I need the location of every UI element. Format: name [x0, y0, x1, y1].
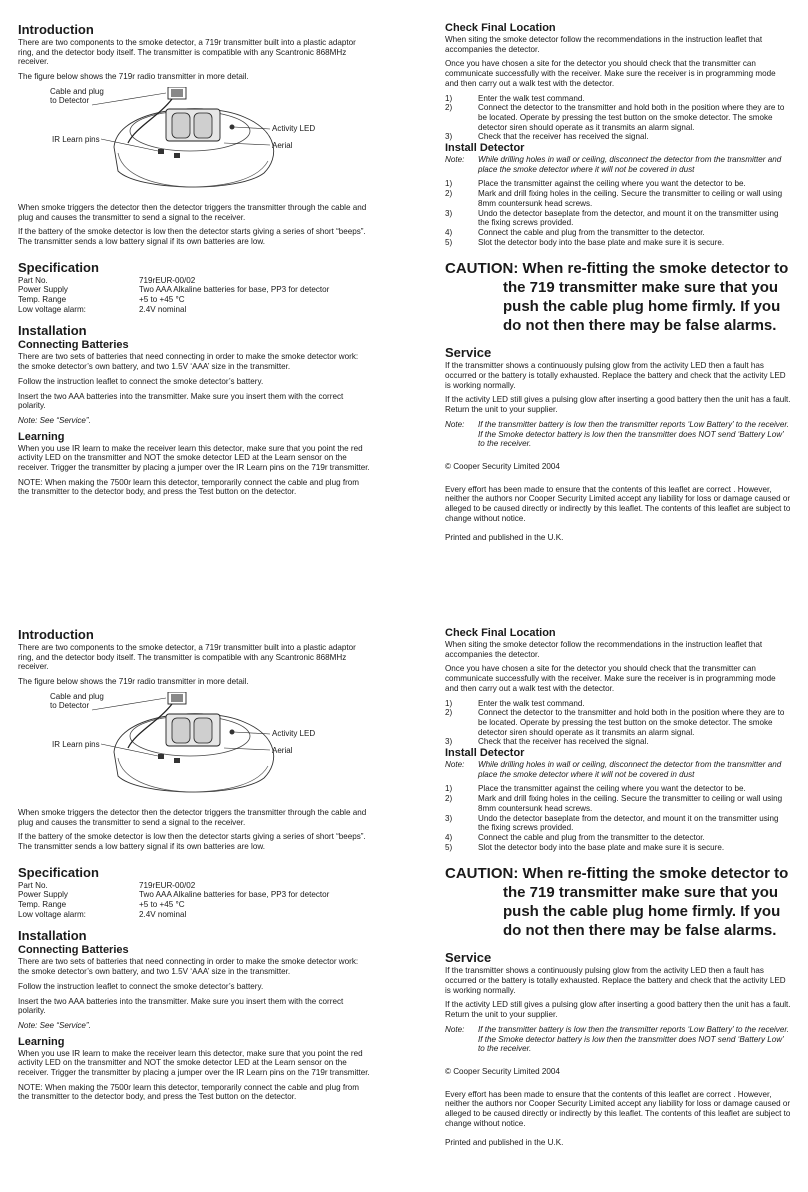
printed-line: Printed and published in the U.K. — [445, 532, 564, 542]
step-number: 5) — [445, 237, 453, 247]
spec-label: Temp. Range — [18, 295, 67, 305]
installation-heading: Installation — [18, 323, 87, 339]
service-paragraph: If the transmitter shows a continuously pulsing glow from the activity LED then a fault has occurred or the battery is totally exhausted. Replace the battery and check that the activity LED is working normally. — [445, 966, 786, 995]
check-final-location-heading: Check Final Location — [445, 22, 556, 34]
step-text: Connect the cable and plug from the transmitter to the detector. — [478, 227, 705, 237]
list-item — [445, 699, 791, 709]
step-number: 2) — [445, 103, 453, 113]
note-label: Note: — [445, 155, 465, 165]
detector-rim-shape — [118, 758, 268, 792]
batteries-paragraph: There are two sets of batteries that need connecting in order to make the smoke detector work: the smoke detector’s own battery, and two 1.5V ‘AAA’ size in the transmitter. — [18, 352, 359, 372]
spec-label: Part No. — [18, 880, 48, 890]
printed-line: Printed and published in the U.K. — [445, 1137, 564, 1147]
aerial-label: Aerial — [272, 140, 293, 150]
transmitter-figure — [18, 692, 370, 796]
aerial-label: Aerial — [272, 745, 293, 755]
spec-value: 2.4V nominal — [139, 304, 187, 314]
service-paragraph: If the activity LED still gives a pulsing glow after inserting a good battery then the unit has a fault. Return the unit to your supplier. — [445, 395, 791, 415]
aerial-leader-line — [224, 143, 270, 145]
note-label: Note: — [445, 1024, 465, 1034]
ir-pins-shape-2 — [174, 153, 180, 158]
list-item — [445, 132, 791, 142]
step-number: 1) — [445, 93, 453, 103]
step-number: 4) — [445, 832, 453, 842]
activity-led-label: Activity LED — [272, 123, 316, 133]
install-steps — [445, 784, 791, 852]
battery-2-shape — [194, 113, 212, 138]
step-text: Connect the detector to the transmitter and hold both in the position where they are to be located. Operate by pressing the test button on the smoke detector. The smoke detector siren should operate as it transmits an alarm signal. — [478, 708, 785, 737]
specification-table — [18, 881, 370, 920]
spec-value: Two AAA Alkaline batteries for base, PP3 for detector — [139, 890, 330, 900]
aerial-leader-line — [224, 748, 270, 750]
intro-paragraph: If the battery of the smoke detector is low then the detector starts giving a series of short “beeps”. The transmitter sends a low battery signal if its own batteries are low. — [18, 832, 366, 851]
caution-warning: CAUTION: When re-fitting the smoke detector to the 719 transmitter make sure that you push the cable plug home firmly. If you do not then there may be false alarms. — [445, 260, 789, 335]
note-text: If the transmitter battery is low then the transmitter reports ‘Low Battery’ to the receiver. If the Smoke detector battery is low then the transmitter does NOT send ‘Battery Low’ to the receiver. — [478, 419, 789, 449]
step-number: 1) — [445, 784, 453, 794]
step-text: Mark and drill fixing holes in the ceiling. Secure the transmitter to ceiling or wall using 8mm countersunk head screws. — [478, 189, 783, 208]
service-note — [445, 420, 791, 449]
disclaimer-paragraph: Every effort has been made to ensure that the contents of this leaflet are correct . However, neither the authors nor Cooper Security Limited accept any liability for loss or damage caused or alleged to be caused directly or indirectly by this leaflet. The contents of this leaflet are subject to change without notice. — [445, 1089, 791, 1128]
connecting-batteries-heading: Connecting Batteries — [18, 944, 129, 957]
ir-learn-pins-label: IR Learn pins — [52, 134, 100, 144]
battery-2-shape — [194, 718, 212, 743]
list-item — [445, 238, 791, 248]
list-item — [445, 209, 791, 228]
learning-note: NOTE: When making the 7500r learn this detector, temporarily connect the cable and plug from the transmitter to the detector body, and press the Test button on the detector. — [18, 477, 360, 497]
step-text: Check that the receiver has received the signal. — [478, 132, 649, 142]
battery-1-shape — [172, 718, 190, 743]
right-column — [445, 627, 791, 1152]
step-text: Slot the detector body into the base plate and make sure it is secure. — [478, 237, 725, 247]
specification-heading: Specification — [18, 259, 99, 275]
install-note — [445, 760, 791, 779]
detector-rim-shape — [118, 153, 268, 187]
spec-value: +5 to +45 °C — [139, 295, 185, 305]
intro-paragraph: There are two components to the smoke detector, a 719r transmitter built into a plastic adaptor ring, and the detector body itself. The transmitter is compatible with any Scantronic 868MHz receiver. — [18, 38, 356, 67]
walk-test-steps — [445, 699, 791, 748]
spec-label: Low voltage alarm: — [18, 304, 86, 314]
spec-label: Power Supply — [18, 285, 68, 295]
list-item — [445, 833, 791, 843]
leaflet-copy-bottom — [0, 605, 808, 1192]
disclaimer-paragraph: Every effort has been made to ensure that the contents of this leaflet are correct . However, neither the authors nor Cooper Security Limited accept any liability for loss or damage caused or alleged to be caused directly or indirectly by this leaflet. The contents of this leaflet are subject to change without notice. — [445, 484, 791, 523]
step-number: 2) — [445, 794, 453, 804]
batteries-note: Note: See “Service”. — [18, 415, 91, 425]
step-number: 3) — [445, 208, 453, 218]
right-column — [445, 22, 791, 547]
learning-note: NOTE: When making the 7500r learn this detector, temporarily connect the cable and plug from the transmitter to the detector body, and press the Test button on the detector. — [18, 1082, 360, 1102]
cable-plug-label: Cable and plug to Detector — [50, 86, 104, 105]
intro-paragraph: When smoke triggers the detector then the detector triggers the transmitter through the cable and plug and causes the transmitter to send a signal to the receiver. — [18, 202, 367, 222]
intro-figure-caption: The figure below shows the 719r radio transmitter in more detail. — [18, 72, 249, 82]
introduction-heading: Introduction — [18, 22, 94, 37]
check-final-location-heading: Check Final Location — [445, 627, 556, 639]
install-detector-heading: Install Detector — [445, 747, 525, 760]
note-text: If the transmitter battery is low then the transmitter reports ‘Low Battery’ to the receiver. If the Smoke detector battery is low then the transmitter does NOT send ‘Battery Low’ to the receiver. — [478, 1024, 789, 1054]
service-heading: Service — [445, 950, 492, 966]
list-item — [445, 814, 791, 833]
service-note — [445, 1025, 791, 1054]
spec-label: Power Supply — [18, 890, 68, 900]
led-mark — [230, 729, 235, 734]
note-text: While drilling holes in wall or ceiling, disconnect the detector from the transmitter and place the smoke detector where it will not be covered in dust — [478, 155, 782, 174]
step-text: Enter the walk test command. — [478, 93, 585, 103]
batteries-paragraph: Insert the two AAA batteries into the transmitter. Make sure you insert them with the correct polarity. — [18, 391, 344, 411]
walk-test-steps — [445, 94, 791, 143]
step-text: Slot the detector body into the base plate and make sure it is secure. — [478, 842, 725, 852]
step-number: 2) — [445, 189, 453, 199]
note-text: While drilling holes in wall or ceiling, disconnect the detector from the transmitter and place the smoke detector where it will not be covered in dust — [478, 760, 782, 779]
ir-pins-shape — [158, 149, 164, 154]
activity-led-label: Activity LED — [272, 728, 316, 738]
list-item — [445, 737, 791, 747]
batteries-paragraph: There are two sets of batteries that need connecting in order to make the smoke detector work: the smoke detector’s own battery, and two 1.5V ‘AAA’ size in the transmitter. — [18, 957, 359, 977]
service-paragraph: If the transmitter shows a continuously pulsing glow from the activity LED then a fault has occurred or the battery is totally exhausted. Replace the battery and check that the activity LED is working normally. — [445, 361, 786, 390]
step-text: Mark and drill fixing holes in the ceiling. Secure the transmitter to ceiling or wall using 8mm countersunk head screws. — [478, 794, 783, 813]
step-number: 1) — [445, 698, 453, 708]
batteries-note: Note: See “Service”. — [18, 1020, 91, 1030]
note-label: Note: — [445, 419, 465, 429]
list-item — [445, 189, 791, 208]
check-paragraph: Once you have chosen a site for the detector you should check that the transmitter can communicate successfully with the receiver. Make sure the receiver is in programming mode and then carry out a walk test with the detector. — [445, 59, 776, 88]
spec-label: Low voltage alarm: — [18, 909, 86, 919]
step-number: 2) — [445, 708, 453, 718]
ir-pins-shape — [158, 754, 164, 759]
install-detector-heading: Install Detector — [445, 142, 525, 155]
note-label: Note: — [445, 760, 465, 770]
spec-label: Temp. Range — [18, 900, 67, 910]
step-number: 3) — [445, 813, 453, 823]
cable-plug-label: Cable and plug to Detector — [50, 691, 104, 710]
spec-value: Two AAA Alkaline batteries for base, PP3 for detector — [139, 285, 330, 295]
step-number: 4) — [445, 227, 453, 237]
step-number: 3) — [445, 737, 453, 747]
check-paragraph: Once you have chosen a site for the detector you should check that the transmitter can communicate successfully with the receiver. Make sure the receiver is in programming mode and then carry out a walk test with the detector. — [445, 664, 776, 693]
batteries-paragraph: Insert the two AAA batteries into the transmitter. Make sure you insert them with the correct polarity. — [18, 996, 344, 1016]
learning-heading: Learning — [18, 1035, 65, 1048]
list-item — [445, 103, 791, 132]
intro-paragraph: When smoke triggers the detector then the detector triggers the transmitter through the cable and plug and causes the transmitter to send a signal to the receiver. — [18, 807, 367, 827]
intro-figure-caption: The figure below shows the 719r radio transmitter in more detail. — [18, 677, 249, 687]
copyright-line: © Cooper Security Limited 2004 — [445, 1066, 560, 1076]
step-text: Connect the cable and plug from the transmitter to the detector. — [478, 832, 705, 842]
installation-heading: Installation — [18, 928, 87, 944]
connecting-batteries-heading: Connecting Batteries — [18, 339, 129, 352]
intro-paragraph: If the battery of the smoke detector is low then the detector starts giving a series of short “beeps”. The transmitter sends a low battery signal if its own batteries are low. — [18, 227, 366, 246]
spec-value: 2.4V nominal — [139, 909, 187, 919]
learning-paragraph: When you use IR learn to make the receiver learn this detector, make sure that you point the red activity LED on the transmitter and NOT the smoke detector LED at the Learn sensor on the receiver. Trigger the transmitter by placing a jumper over the IR Learn pins on the 719r transmitter. — [18, 1048, 370, 1078]
step-number: 3) — [445, 132, 453, 142]
left-column — [18, 627, 370, 1107]
intro-paragraph: There are two components to the smoke detector, a 719r transmitter built into a plastic adaptor ring, and the detector body itself. The transmitter is compatible with any Scantronic 868MHz receiver. — [18, 643, 356, 672]
list-item — [445, 179, 791, 189]
ir-pins-shape-2 — [174, 758, 180, 763]
learning-paragraph: When you use IR learn to make the receiver learn this detector, make sure that you point the red activity LED on the transmitter and NOT the smoke detector LED at the Learn sensor on the receiver. Trigger the transmitter by placing a jumper over the IR Learn pins on the 719r transmitter. — [18, 443, 370, 473]
step-text: Undo the detector baseplate from the detector, and mount it on the transmitter using the fixing screws provided. — [478, 813, 779, 833]
specification-table — [18, 276, 370, 315]
spec-label: Part No. — [18, 275, 48, 285]
batteries-paragraph: Follow the instruction leaflet to connect the smoke detector’s battery. — [18, 981, 264, 991]
list-item — [445, 94, 791, 104]
plug-contacts-shape — [171, 89, 183, 97]
ir-learn-pins-label: IR Learn pins — [52, 739, 100, 749]
led-mark — [230, 124, 235, 129]
caution-warning: CAUTION: When re-fitting the smoke detector to the 719 transmitter make sure that you push the cable plug home firmly. If you do not then there may be false alarms. — [445, 865, 789, 940]
list-item — [445, 784, 791, 794]
spec-value: 719rEUR-00/02 — [139, 275, 196, 285]
spec-value: 719rEUR-00/02 — [139, 880, 196, 890]
list-item — [445, 843, 791, 853]
list-item — [445, 228, 791, 238]
step-text: Place the transmitter against the ceiling where you want the detector to be. — [478, 784, 746, 794]
check-paragraph: When siting the smoke detector follow the recommendations in the instruction leaflet that accompanies the detector. — [445, 35, 763, 54]
step-text: Check that the receiver has received the signal. — [478, 737, 649, 747]
left-column — [18, 22, 370, 502]
list-item — [445, 708, 791, 737]
install-steps — [445, 179, 791, 247]
transmitter-figure — [18, 87, 370, 191]
step-number: 5) — [445, 842, 453, 852]
led-leader-line — [234, 127, 270, 129]
plug-contacts-shape — [171, 694, 183, 702]
copyright-line: © Cooper Security Limited 2004 — [445, 461, 560, 471]
install-note — [445, 155, 791, 174]
service-heading: Service — [445, 345, 492, 361]
list-item — [445, 794, 791, 813]
step-text: Connect the detector to the transmitter and hold both in the position where they are to be located. Operate by pressing the test button on the smoke detector. The smoke detector siren should operate as it transmits an alarm signal. — [478, 103, 785, 132]
batteries-paragraph: Follow the instruction leaflet to connect the smoke detector’s battery. — [18, 376, 264, 386]
service-paragraph: If the activity LED still gives a pulsing glow after inserting a good battery then the unit has a fault. Return the unit to your supplier. — [445, 1000, 791, 1020]
introduction-heading: Introduction — [18, 627, 94, 642]
step-text: Place the transmitter against the ceiling where you want the detector to be. — [478, 179, 746, 189]
step-text: Enter the walk test command. — [478, 698, 585, 708]
spec-value: +5 to +45 °C — [139, 900, 185, 910]
check-paragraph: When siting the smoke detector follow the recommendations in the instruction leaflet that accompanies the detector. — [445, 640, 763, 659]
led-leader-line — [234, 732, 270, 734]
step-text: Undo the detector baseplate from the detector, and mount it on the transmitter using the fixing screws provided. — [478, 208, 779, 228]
specification-heading: Specification — [18, 864, 99, 880]
step-number: 1) — [445, 179, 453, 189]
learning-heading: Learning — [18, 430, 65, 443]
leaflet-copy-top — [0, 0, 808, 587]
battery-1-shape — [172, 113, 190, 138]
